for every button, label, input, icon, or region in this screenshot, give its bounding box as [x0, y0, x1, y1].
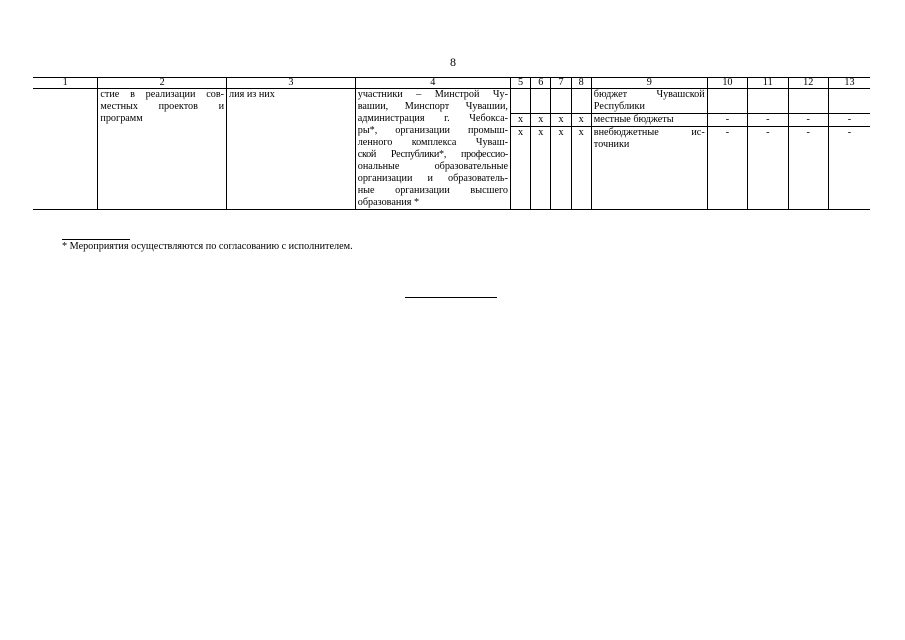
- table-bottom-rule: [33, 209, 870, 210]
- source-line: бюджет Чувашской: [593, 89, 705, 100]
- cell-col4-line: ры*, организации промыш-: [357, 125, 508, 136]
- cell-value: x: [571, 114, 591, 127]
- table-row: [33, 89, 870, 114]
- cell-value: [707, 89, 747, 114]
- page-number: 8: [450, 55, 456, 69]
- cell-col4-line: вашии, Минспорт Чувашии,: [357, 101, 508, 112]
- source-line: точники: [593, 139, 630, 151]
- cell-col4-line: организации и образователь-: [357, 173, 508, 184]
- cell-value: -: [828, 114, 870, 127]
- cell-value: x: [531, 127, 551, 209]
- col-header: 5: [510, 78, 530, 89]
- col-header: 8: [571, 78, 591, 89]
- cell-col4-line: участники – Минстрой Чу-: [357, 89, 508, 100]
- cell-source: [591, 127, 707, 209]
- source-line: Республики: [593, 101, 645, 112]
- cell-value: [828, 89, 870, 114]
- cell-col4-line: ные организации высшего: [357, 185, 508, 196]
- cell-value: x: [510, 127, 530, 209]
- col-header: 7: [551, 78, 571, 89]
- col-header: 10: [707, 78, 747, 89]
- cell-value: -: [707, 127, 747, 209]
- cell-col2-line: местных проектов и: [100, 101, 225, 112]
- col-header: 12: [788, 78, 828, 89]
- cell-value: x: [510, 114, 530, 127]
- cell-col1: [33, 89, 98, 210]
- cell-source: [591, 114, 707, 127]
- program-table: [33, 77, 870, 210]
- cell-value: -: [828, 127, 870, 209]
- cell-value: x: [551, 114, 571, 127]
- cell-col4: [355, 89, 510, 210]
- cell-value: -: [788, 114, 828, 127]
- cell-col3: [227, 89, 356, 210]
- cell-value: -: [748, 114, 788, 127]
- cell-col2-line: программ: [100, 113, 143, 124]
- cell-value: [531, 89, 551, 114]
- footnote: * Мероприятия осуществляются по согласованию с исполнителем.: [62, 241, 353, 252]
- cell-col4-line: ленного комплекса Чуваш-: [357, 137, 508, 148]
- cell-source: [591, 89, 707, 114]
- cell-col4-line: администрация г. Чебокса-: [357, 113, 508, 124]
- col-header: 1: [33, 78, 98, 89]
- cell-col3-line: лия из них: [229, 89, 275, 100]
- col-header: 13: [828, 78, 870, 89]
- col-header: 4: [355, 78, 510, 89]
- cell-value: -: [748, 127, 788, 209]
- col-header: 9: [591, 78, 707, 89]
- cell-value: -: [707, 114, 747, 127]
- col-header: 3: [227, 78, 356, 89]
- cell-col4-line: образования *: [357, 197, 420, 208]
- cell-col4-line: ональные образовательные: [357, 161, 508, 172]
- cell-value: x: [571, 127, 591, 209]
- header-row: [33, 78, 870, 89]
- cell-value: [788, 89, 828, 114]
- cell-value: -: [788, 127, 828, 209]
- footnote-separator: [62, 239, 130, 240]
- cell-value: [510, 89, 530, 114]
- end-of-document-rule: [405, 297, 497, 298]
- cell-value: [571, 89, 591, 114]
- col-header: 2: [98, 78, 227, 89]
- cell-value: [551, 89, 571, 114]
- cell-value: x: [551, 127, 571, 209]
- cell-value: [748, 89, 788, 114]
- cell-col4-line: ской Республики*, профессио-: [357, 149, 508, 160]
- cell-col2: [98, 89, 227, 210]
- source-line: местные бюджеты: [593, 114, 674, 126]
- source-line: внебюджетные ис-: [593, 127, 705, 139]
- col-header: 11: [748, 78, 788, 89]
- cell-col2-line: стие в реализации сов-: [100, 89, 225, 100]
- col-header: 6: [531, 78, 551, 89]
- cell-value: x: [531, 114, 551, 127]
